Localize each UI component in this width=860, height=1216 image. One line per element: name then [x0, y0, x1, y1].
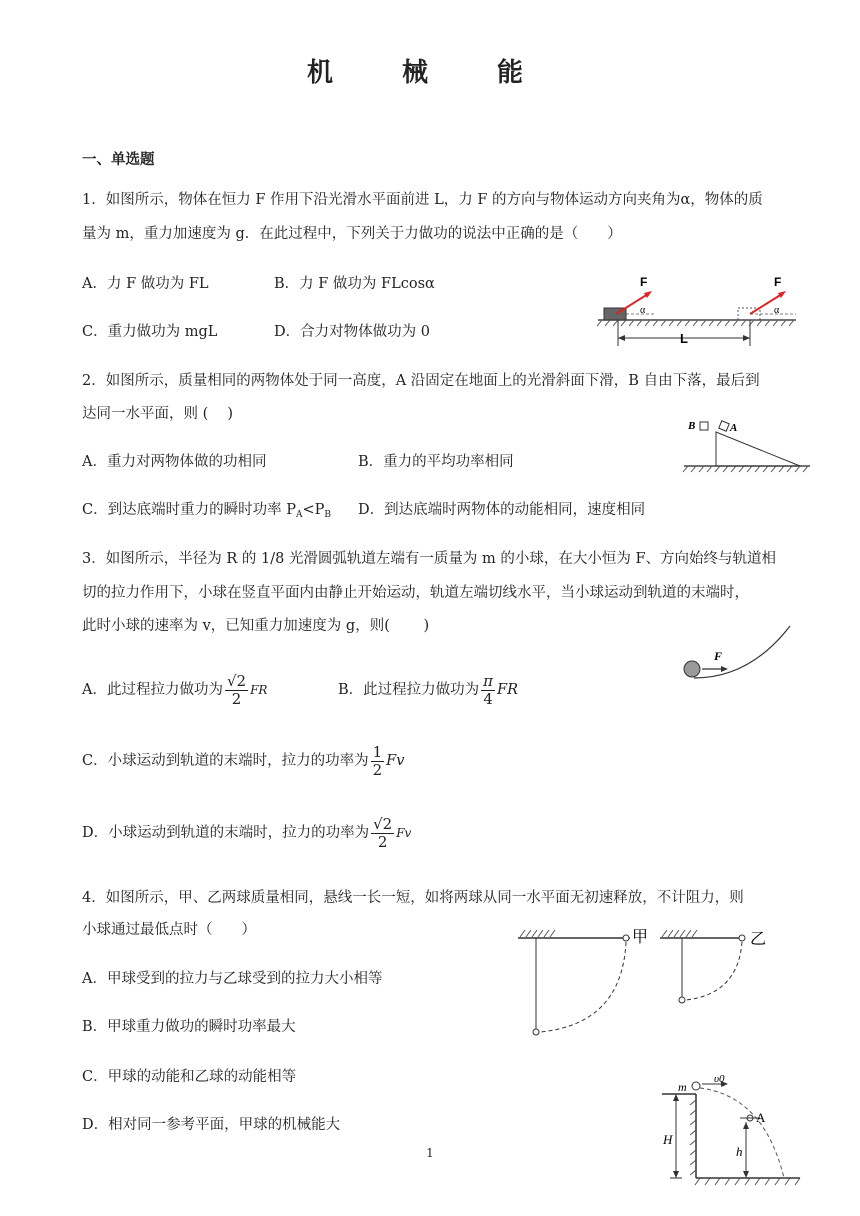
- q3-stem-line2: 切的拉力作用下，小球在竖直平面内由静止开始运动，轨道左端切线水平，当小球运动到轨道的末端时，: [82, 585, 749, 601]
- q4-stem-line1: 4．如图所示，甲、乙两球质量相同，悬线一长一短，如将两球从同一水平面无初速释放，不计阻力，则: [82, 890, 744, 906]
- q3-fig-f: F: [714, 649, 723, 663]
- q3-stem-line1: 3．如图所示，半径为 R 的 1/8 光滑圆弧轨道左端有一质量为 m 的小球，在大小恒为 F、方向始终与轨道相: [82, 551, 777, 567]
- q5-fig-v0: υ0: [714, 1074, 725, 1085]
- q1-figure: [596, 270, 801, 350]
- q2-stem-line1: 2．如图所示，质量相同的两物体处于同一高度，A 沿固定在地面上的光滑斜面下滑，B 自由下落，最后到: [82, 373, 760, 389]
- q4-option-c: C．甲球的动能和乙球的动能相等: [82, 1069, 297, 1085]
- page-title: 机 械 能: [306, 58, 554, 88]
- q1-option-c: C．重力做功为 mgL: [82, 324, 218, 340]
- q1-option-b: B．力 F 做功为 FLcosα: [274, 276, 435, 292]
- q5-figure: [660, 1074, 806, 1192]
- q1-fig-l: L: [680, 331, 688, 346]
- q4-fig-yi: 乙: [750, 929, 767, 948]
- q4-option-b: B．甲球重力做功的瞬时功率最大: [82, 1019, 296, 1035]
- q2-option-c: C．到达底端时重力的瞬时功率 $P_A<P_B$: [82, 502, 331, 520]
- q2-figure: [682, 412, 812, 474]
- q3-option-d: D．小球运动到轨道的末端时，拉力的功率为 $\frac{√2}{2}$ Fv: [82, 814, 412, 851]
- q5-fig-a: A: [756, 1110, 766, 1125]
- q3-option-c: C．小球运动到轨道的末端时，拉力的功率为 $\frac{1}{2}$ Fv: [82, 742, 405, 779]
- q3-option-a: A．此过程拉力做功为 $\frac{√2}{2}$ FR: [82, 671, 268, 708]
- q4-option-a: A．甲球受到的拉力与乙球受到的拉力大小相等: [82, 971, 383, 987]
- q1-fig-alpha2: α: [774, 305, 780, 316]
- q3-option-b: B．此过程拉力做功为 $\frac{\pi}{4}$ FR: [338, 671, 518, 708]
- q2-option-b: B．重力的平均功率相同: [358, 454, 514, 470]
- page-number: 1: [426, 1146, 434, 1160]
- q5-fig-h-big: H: [663, 1132, 673, 1147]
- q4-stem-line2: 小球通过最低点时（ ）: [82, 922, 256, 938]
- q2-fig-a: A: [730, 422, 738, 434]
- q1-fig-f1: F: [640, 275, 648, 289]
- q1-fig-f2: F: [774, 275, 782, 289]
- q5-fig-m: m: [678, 1080, 687, 1094]
- q3-figure: [680, 622, 795, 684]
- q1-fig-alpha1: α: [640, 305, 646, 316]
- q2-fig-b: B: [688, 420, 696, 432]
- section-heading: 一、单选题: [82, 151, 155, 168]
- q3-stem-line3: 此时小球的速率为 v，已知重力加速度为 g，则( ): [82, 618, 430, 634]
- q2-stem-line2: 达同一水平面，则 ( ): [82, 406, 234, 422]
- q4-option-d: D．相对同一参考平面，甲球的机械能大: [82, 1117, 341, 1133]
- q4-fig-jia: 甲: [632, 927, 649, 946]
- q5-fig-h-small: h: [736, 1144, 743, 1159]
- q1-stem-line2: 量为 m，重力加速度为 g．在此过程中，下列关于力做功的说法中正确的是（ ）: [82, 226, 622, 242]
- q1-option-d: D．合力对物体做功为 0: [274, 324, 430, 340]
- q1-option-a: A．力 F 做功为 FL: [82, 276, 209, 292]
- q2-option-d: D．到达底端时两物体的动能相同，速度相同: [358, 502, 646, 518]
- q1-stem-line1: 1．如图所示，物体在恒力 F 作用下沿光滑水平面前进 L，力 F 的方向与物体运动方向夹角为α，物体的质: [82, 192, 763, 208]
- q2-option-a: A．重力对两物体做的功相同: [82, 454, 267, 470]
- q4-figure: [512, 924, 774, 1042]
